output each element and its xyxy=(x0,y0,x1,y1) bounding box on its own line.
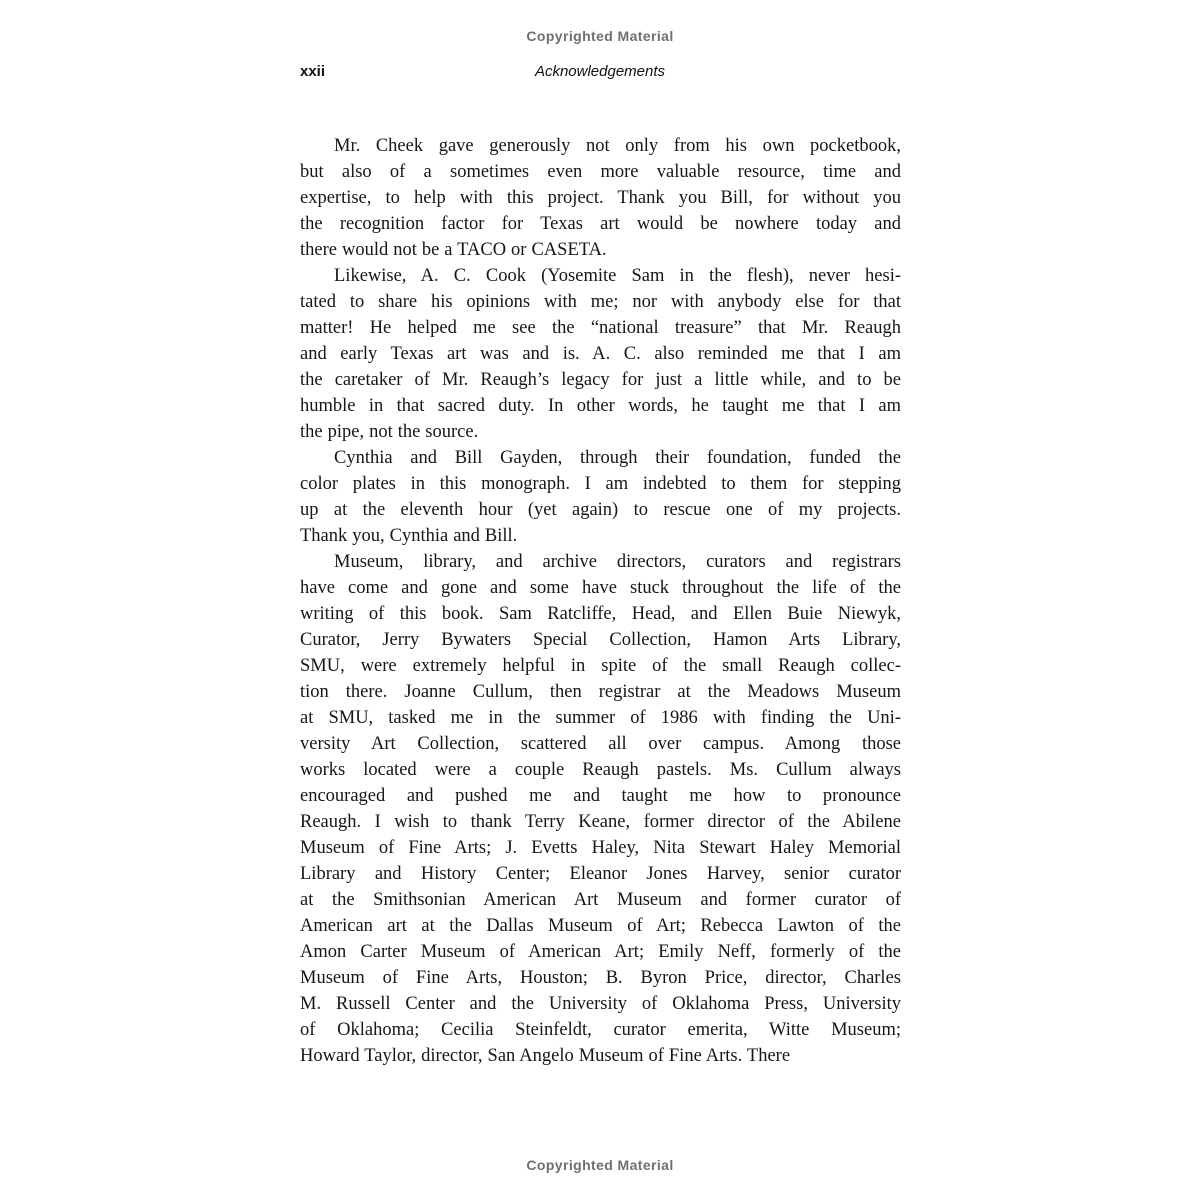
paragraph xyxy=(300,263,901,445)
text-line: at SMU, tasked me in the summer of 1986 with finding the Uni- xyxy=(300,708,901,728)
text-line: M. Russell Center and the University of Oklahoma Press, University xyxy=(300,994,901,1014)
text-line: versity Art Collection, scattered all over campus. Among those xyxy=(300,734,901,754)
text-line: up at the eleventh hour (yet again) to rescue one of my projects. xyxy=(300,500,901,520)
text-line: Museum of Fine Arts, Houston; B. Byron Price, director, Charles xyxy=(300,968,901,988)
running-header-title: Acknowledgements xyxy=(534,63,666,80)
text-line: Reaugh. I wish to thank Terry Keane, former director of the Abilene xyxy=(300,812,901,832)
text-line: color plates in this monograph. I am indebted to them for stepping xyxy=(300,474,901,494)
paragraph xyxy=(300,549,901,1069)
text-line: tion there. Joanne Cullum, then registrar at the Meadows Museum xyxy=(300,682,901,702)
text-line: humble in that sacred duty. In other words, he taught me that I am xyxy=(300,396,901,416)
text-line: expertise, to help with this project. Thank you Bill, for without you xyxy=(300,188,901,208)
text-line: writing of this book. Sam Ratcliffe, Head, and Ellen Buie Niewyk, xyxy=(300,604,901,624)
text-line: have come and gone and some have stuck throughout the life of the xyxy=(300,578,901,598)
paragraph xyxy=(300,133,901,263)
text-line: at the Smithsonian American Art Museum and former curator of xyxy=(300,890,901,910)
body-text xyxy=(300,133,901,1069)
page-number: xxii xyxy=(300,63,326,80)
copyright-watermark-top: Copyrighted Material xyxy=(526,28,674,44)
running-head xyxy=(300,63,900,83)
text-line: SMU, were extremely helpful in spite of the small Reaugh collec- xyxy=(300,656,901,676)
text-line: tated to share his opinions with me; nor with anybody else for that xyxy=(300,292,901,312)
text-line: American art at the Dallas Museum of Art; Rebecca Lawton of the xyxy=(300,916,901,936)
text-line: Museum, library, and archive directors, curators and registrars xyxy=(334,552,901,572)
text-line: there would not be a TACO or CASETA. xyxy=(300,240,607,260)
text-line: matter! He helped me see the “national treasure” that Mr. Reaugh xyxy=(300,318,901,338)
text-line: Likewise, A. C. Cook (Yosemite Sam in the flesh), never hesi- xyxy=(334,266,901,286)
text-line: Amon Carter Museum of American Art; Emily Neff, formerly of the xyxy=(300,942,901,962)
text-line: of Oklahoma; Cecilia Steinfeldt, curator emerita, Witte Museum; xyxy=(300,1020,901,1040)
text-line: encouraged and pushed me and taught me how to pronounce xyxy=(300,786,901,806)
text-line: and early Texas art was and is. A. C. also reminded me that I am xyxy=(300,344,901,364)
paragraph xyxy=(300,445,901,549)
text-line: Museum of Fine Arts; J. Evetts Haley, Nita Stewart Haley Memorial xyxy=(300,838,901,858)
text-line: the pipe, not the source. xyxy=(300,422,479,442)
text-line: Curator, Jerry Bywaters Special Collection, Hamon Arts Library, xyxy=(300,630,901,650)
copyright-watermark-bottom: Copyrighted Material xyxy=(526,1157,674,1173)
text-line: works located were a couple Reaugh pastels. Ms. Cullum always xyxy=(300,760,901,780)
text-line: but also of a sometimes even more valuable resource, time and xyxy=(300,162,901,182)
text-line: Howard Taylor, director, San Angelo Museum of Fine Arts. There xyxy=(300,1046,791,1066)
text-line: the caretaker of Mr. Reaugh’s legacy for just a little while, and to be xyxy=(300,370,901,390)
text-line: Cynthia and Bill Gayden, through their foundation, funded the xyxy=(334,448,901,468)
text-line: the recognition factor for Texas art would be nowhere today and xyxy=(300,214,901,234)
text-line: Thank you, Cynthia and Bill. xyxy=(300,526,518,546)
text-line: Library and History Center; Eleanor Jones Harvey, senior curator xyxy=(300,864,901,884)
text-line: Mr. Cheek gave generously not only from his own pocketbook, xyxy=(334,136,901,156)
